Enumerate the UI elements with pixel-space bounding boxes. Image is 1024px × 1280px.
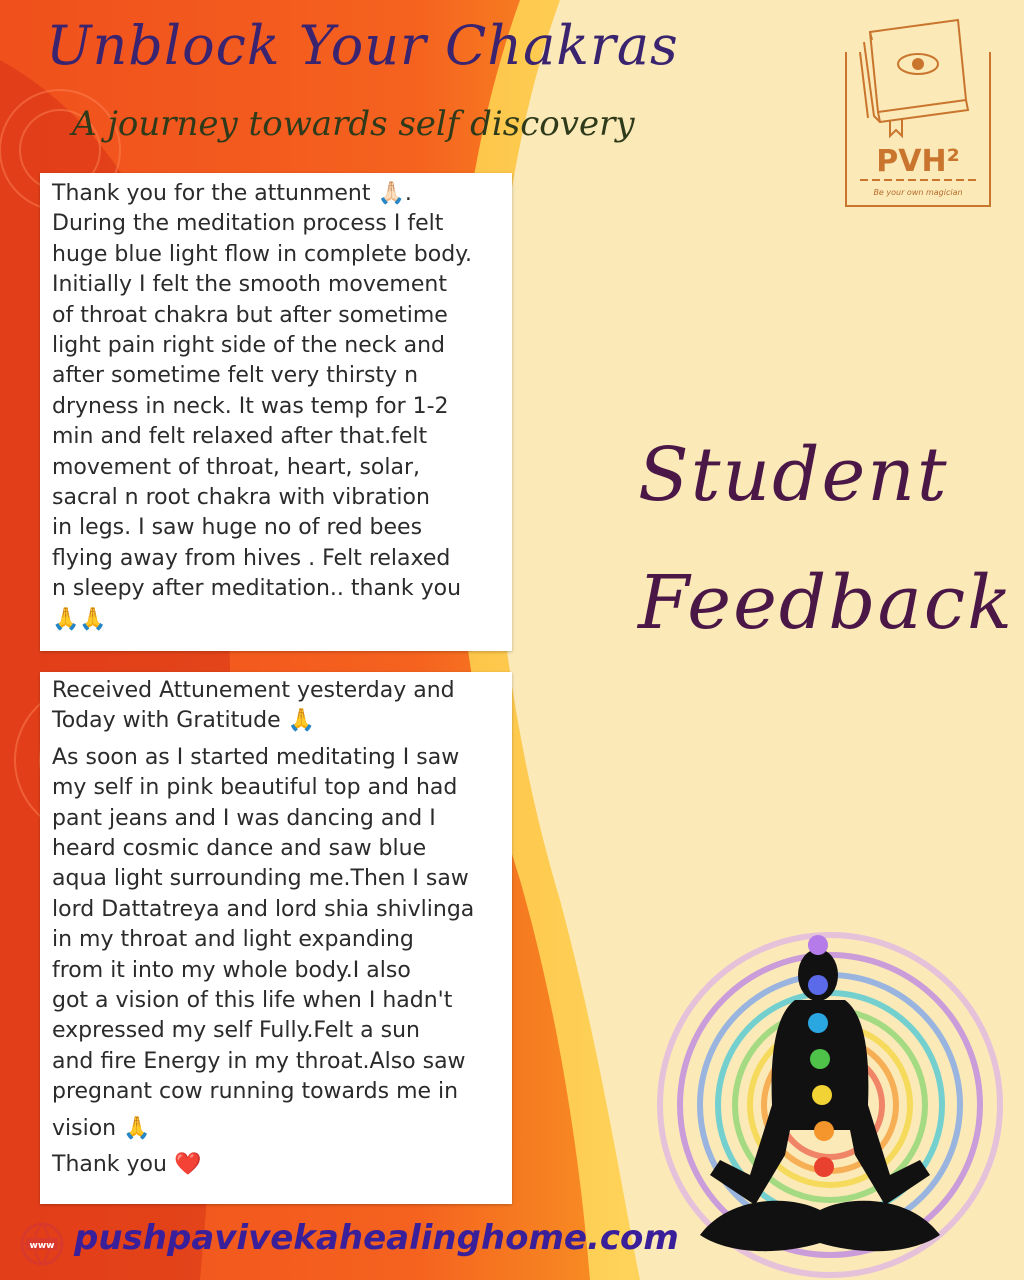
feedback-line: movement of throat, heart, solar, [52,454,421,480]
feedback-line: Thank you for the attunment 🙏🏻. [52,181,412,206]
website-link[interactable]: pushpavivekahealinghome.com [74,1218,679,1258]
feedback-line: pregnant cow running towards me in [52,1079,459,1105]
feedback-line: heard cosmic dance and saw blue [52,836,427,862]
feedback-line: in my throat and light expanding [52,927,414,953]
logo-tagline: Be your own magician [873,188,963,197]
feedback-line: flying away from hives . Felt relaxed [52,545,451,571]
logo-code: PVH² [876,144,960,179]
feedback-line: 🙏🙏 [52,606,107,632]
feedback-line: expressed my self Fully.Felt a sun [52,1018,420,1044]
feedback-line: n sleepy after meditation.. thank you [52,576,462,602]
section-heading-line2: Feedback [638,560,1015,646]
feedback-line: light pain right side of the neck and [52,333,445,359]
feedback-line: pant jeans and I was dancing and I [52,805,436,831]
page-title: Unblock Your Chakras [46,14,679,77]
feedback-line: and fire Energy in my throat.Also saw [52,1048,466,1074]
feedback-line: my self in pink beautiful top and had [52,775,458,801]
section-heading-line1: Student [638,432,949,518]
feedback-line: min and felt relaxed after that.felt [52,424,428,450]
feedback-line: dryness in neck. It was temp for 1-2 [52,393,449,419]
globe-www-icon [18,1220,66,1268]
feedback-line: lord Dattatreya and lord shia shivlinga [52,896,475,922]
feedback-line: of throat chakra but after sometime [52,302,448,328]
feedback-card [40,173,512,651]
page-subtitle: A journey towards self discovery [72,104,635,144]
feedback-line: huge blue light flow in complete body. [52,241,473,267]
feedback-line: Thank you ❤️ [52,1152,202,1178]
feedback-line: aqua light surrounding me.Then I saw [52,866,469,892]
feedback-line: after sometime felt very thirsty n [52,363,419,389]
feedback-line: in legs. I saw huge no of red bees [52,515,423,541]
feedback-line: As soon as I started meditating I saw [52,744,460,770]
feedback-line: sacral n root chakra with vibration [52,485,430,511]
feedback-line: Initially I felt the smooth movement [52,272,447,298]
feedback-line: vision 🙏 [52,1115,151,1141]
brand-logo [840,12,996,208]
feedback-line: During the meditation process I felt [52,211,444,237]
feedback-line: from it into my whole body.I also [52,957,411,983]
feedback-line: got a vision of this life when I hadn't [52,988,453,1014]
feedback-card [40,672,512,1204]
www-label: www [29,1241,55,1251]
feedback-line: Today with Gratitude 🙏 [52,708,316,734]
feedback-line: Received Attunement yesterday and [52,678,455,703]
meditation-chakra-icon [640,905,1020,1280]
